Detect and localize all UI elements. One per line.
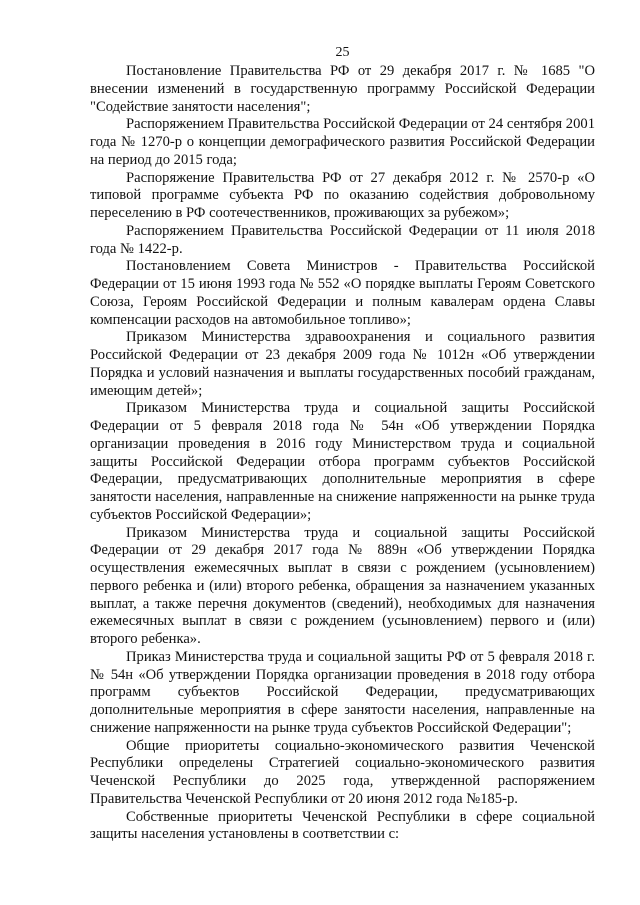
- paragraph: Распоряжением Правительства Российской Федерации от 11 июля 2018 года № 1422-р.: [90, 222, 595, 257]
- paragraph: Приказом Министерства труда и социальной защиты Российской Федерации от 29 декабря 2017 года № 889н «Об утверждении Порядка осуществления ежемесячных выплат в связи с рождением (усыновлением) первого ребенка и (или) второго ребенка, обращения за назначением указанных выплат, а также перечня документов (сведений), необходимых для назначения ежемесячных выплат в связи с рождением (усыновлением) первого и (или) второго ребенка».: [90, 524, 595, 647]
- paragraph: Распоряжение Правительства РФ от 27 декабря 2012 г. № 2570-р «О типовой программе субъекта РФ по оказанию содействия добровольному переселению в РФ соотечественников, проживающих за рубежом»;: [90, 169, 595, 221]
- paragraph: Распоряжением Правительства Российской Федерации от 24 сентября 2001 года № 1270-р о концепции демографического развития Российской Федерации на период до 2015 года;: [90, 116, 595, 168]
- paragraph: Приказ Министерства труда и социальной защиты РФ от 5 февраля 2018 г. № 54н «Об утверждении Порядка организации проведения в 2018 году отбора программ субъектов Российской Федерации, предусматривающих дополнительные мероприятия в сфере занятости населения, направленные на снижение напряженности на рынке труда субъектов Российской Федерации";: [90, 648, 595, 736]
- paragraph: Приказом Министерства труда и социальной защиты Российской Федерации от 5 февраля 2018 года № 54н «Об утверждении Порядка организации проведения в 2016 году Министерством труда и социальной защиты Российской Федерации отбора программ субъектов Российской Федерации, предусматривающих дополнительные мероприятия в сфере занятости населения, направленные на снижение напряженности на рынке труда субъектов Российской Федерации»;: [90, 400, 595, 523]
- paragraph: Собственные приоритеты Чеченской Республики в сфере социальной защиты населения установлены в соответствии с:: [90, 808, 595, 843]
- paragraph: Общие приоритеты социально-экономического развития Чеченской Республики определены Стратегией социально-экономического развития Чеченской Республики до 2025 года, утвержденной распоряжением Правительства Чеченской Республики от 20 июня 2012 года №185-р.: [90, 737, 595, 807]
- paragraph: Приказом Министерства здравоохранения и социального развития Российской Федерации от 23 декабря 2009 года № 1012н «Об утверждении Порядка и условий назначения и выплаты государственных пособий гражданам, имеющим детей»;: [90, 329, 595, 399]
- document-page: [90, 44, 595, 844]
- paragraph: Постановление Правительства РФ от 29 декабря 2017 г. № 1685 "О внесении изменений в государственную программу Российской Федерации "Содействие занятости населения";: [90, 63, 595, 115]
- page-number: 25: [335, 45, 350, 60]
- paragraph: Постановлением Совета Министров - Правительства Российской Федерации от 15 июня 1993 года № 552 «О порядке выплаты Героям Советского Союза, Героям Российской Федерации и полным кавалерам ордена Славы компенсации расходов на автомобильное топливо»;: [90, 258, 595, 328]
